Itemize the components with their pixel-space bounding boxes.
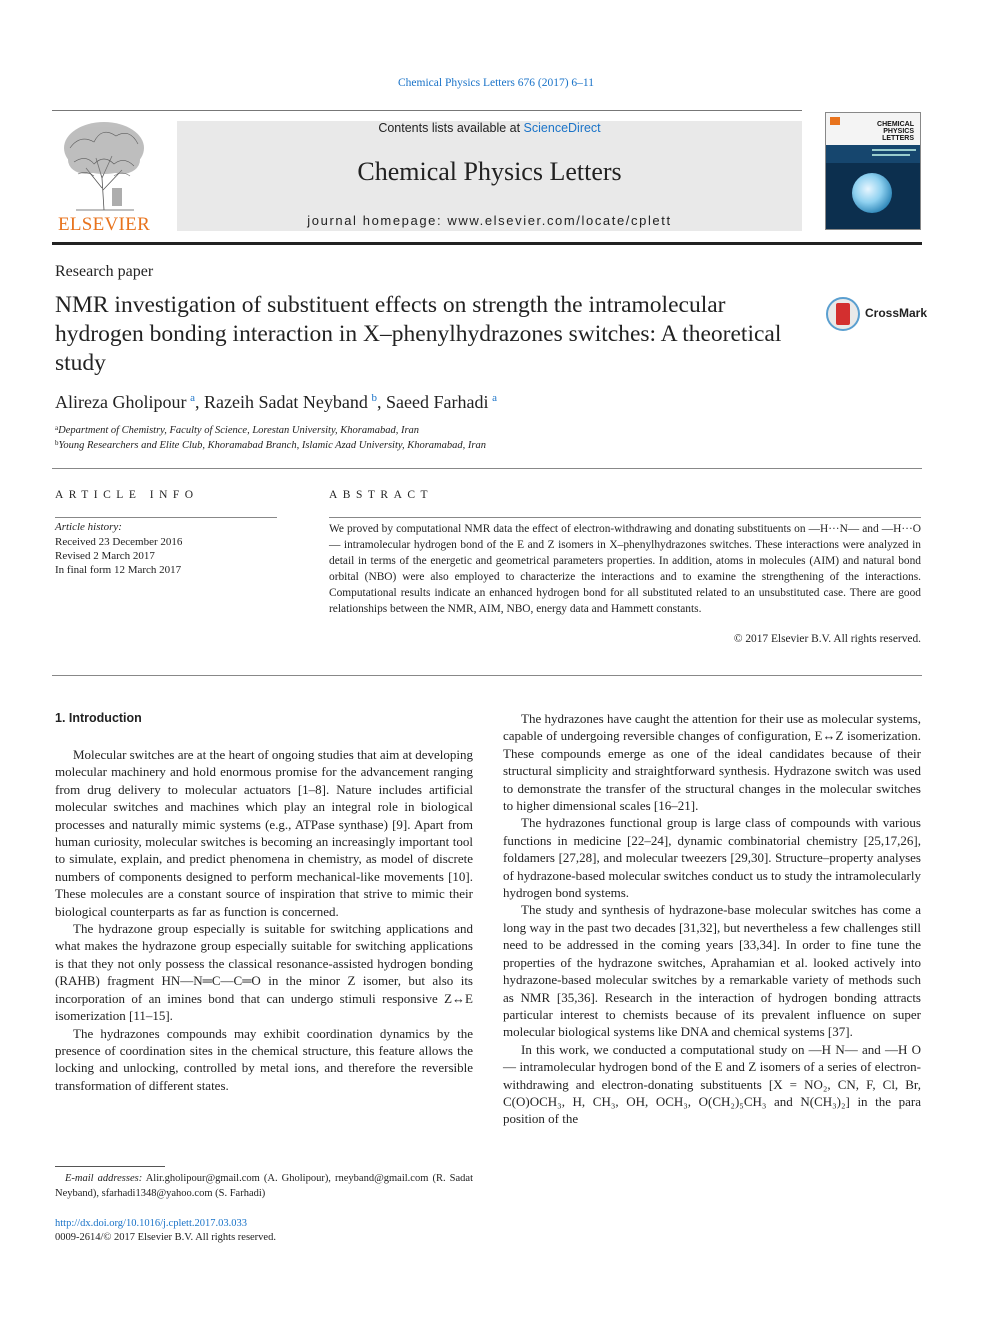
cover-molecule-icon	[852, 173, 892, 213]
author-affil-sup[interactable]: a	[492, 392, 497, 404]
abstract-copyright: © 2017 Elsevier B.V. All rights reserved.	[733, 633, 921, 645]
cover-band	[826, 145, 921, 163]
issn-copyright: 0009-2614/© 2017 Elsevier B.V. All rights reserved.	[55, 1232, 276, 1243]
contents-available-line	[177, 121, 802, 135]
elsevier-logo[interactable]	[52, 118, 156, 236]
elsevier-wordmark: ELSEVIER	[57, 214, 151, 235]
journal-cover-image[interactable]	[825, 112, 921, 230]
history-final: In final form 12 March 2017	[55, 564, 182, 576]
divider	[52, 468, 922, 469]
divider	[55, 517, 277, 518]
author-affil-sup[interactable]: b	[371, 392, 378, 404]
history-received: Received 23 December 2016	[55, 536, 183, 548]
author-affil-sup[interactable]: a	[190, 392, 195, 404]
email-footnote	[55, 1172, 473, 1201]
abstract-heading: ABSTRACT	[329, 489, 434, 501]
article-type: Research paper	[55, 263, 154, 280]
body-paragraph: The hydrazones have caught the attention for their use as molecular systems, capable of undergoing reversible changes of configuration, E↔Z isomerization. These compounds emerge as one of the ideal candidates because of their structural simplicity and straightforward synthesis. Hydrazone switch was used to demonstrate the transfer of the structural changes in the molecular switches to higher dimensional scales [16–21].	[503, 711, 921, 814]
header-thick-rule	[52, 242, 922, 245]
email-label: E-mail addresses:	[65, 1173, 143, 1184]
journal-citation[interactable]: Chemical Physics Letters 676 (2017) 6–11	[398, 77, 594, 89]
header-rule	[52, 110, 802, 111]
divider	[329, 517, 921, 518]
elsevier-tree-icon	[56, 118, 152, 214]
contents-prefix: Contents lists available at	[378, 121, 524, 135]
cover-elsevier-icon	[830, 117, 840, 125]
body-paragraph: The hydrazones functional group is large class of compounds with various functions in medicine [22–24], dynamic combinatorial chemistry [25,17,26], foldamers [27,28], and molecular tweezers [29,30]. Structure–property analyses of hydrazone-based molecular switches conduct us to study the intramolecularly hydrogen bond systems.	[503, 815, 921, 901]
abstract-text: We proved by computational NMR data the effect of electron-withdrawing and donating substituents on —H···N— and —H···O— intramolecular hydrogen bond of the E and Z isomers in X–phenylhydrazones switches. These interactions were analyzed in detail in terms of the energetic and geometrical parameters properties. In addition, atoms in molecules (AIM) and natural bond orbital (NBO) were also employed to characterize the interactions and to examine the strengthening of the interactions. Computational results indicate an enhanced hydrogen bond for all substituted related to an unsubstituted case. There are good relationships between the NMR, AIM, NBO, energy data and Hammett constants.	[329, 523, 921, 615]
cover-title: CHEMICAL PHYSICS LETTERS	[877, 121, 914, 142]
article-title: NMR investigation of substituent effects on strength the intramolecular hydrogen bonding interaction in X–phenylhydrazones switches: A theoretical study	[55, 292, 782, 376]
body-column-right	[503, 710, 921, 1128]
history-revised: Revised 2 March 2017	[55, 550, 155, 562]
journal-name: Chemical Physics Letters	[357, 157, 622, 186]
crossmark-label: CrossMark	[865, 306, 928, 320]
footnote-rule	[55, 1166, 165, 1167]
author-list: Alireza Gholipour $^a$, Razeih Sadat Neyband $^b$, Saeed Farhadi $^a$	[55, 392, 497, 412]
crossmark-badge[interactable]	[826, 297, 926, 333]
body-paragraph: The hydrazones compounds may exhibit coordination dynamics by the presence of coordination sites in the chemical structure, this feature allows the locking and unlocking, controlled by metal ions, and therefore the reversible transformation of different states.	[55, 1025, 473, 1093]
body-paragraph: The study and synthesis of hydrazone-base molecular switches has come a long way in the past two decades [31,32], but nevertheless a few challenges still need to be addressed in the coming years [33,34]. In order to fine tune the properties of the hydrazone switches, Aprahamian et al. looked actively into hydrazone-based molecular switches by a remarkable variety of methods such as NMR [35,36]. Research in the interaction of hydrogen bonding attracts particular interest to chemists because of its prevalent influence on super molecular biological systems like DNA and chemical systems [37].	[503, 902, 921, 1040]
divider	[52, 675, 922, 676]
article-info-heading: ARTICLE INFO	[55, 489, 199, 501]
affiliation: $^a$Department of Chemistry, Faculty of Science, Lorestan University, Khoramabad, Iran	[55, 424, 420, 436]
body-paragraph: Molecular switches are at the heart of ongoing studies that aim at developing molecular machinery and hold enormous promise for the advancement ranging from drug delivery to molecular actuators [1–8]. Nature includes artificial molecular switches and machines which play an integral role in biological processes and naturally mimic systems (e.g., ATPase synthase) [9]. Apart from human curiosity, molecular switches is becoming an increasingly important tool to simulate, explain, and predict phenomena in chemistry, as model of discrete numbers of components designed to perform mechanical-like movements [10]. These molecules are a constant source of inspiration that strive to mimic their biological counterparts as far as function is concerned.	[55, 747, 473, 919]
crossmark-bookmark-icon	[836, 303, 850, 325]
author-name[interactable]: Saeed Farhadi	[386, 392, 489, 412]
affiliation: $^b$Young Researchers and Elite Club, Khoramabad Branch, Islamic Azad University, Khoramabad, Iran	[55, 439, 486, 451]
body-column-left	[55, 710, 473, 1094]
author-name[interactable]: Razeih Sadat Neyband	[203, 392, 368, 412]
body-paragraph: In this work, we conducted a computational study on —H N— and —H O— intramolecular hydrogen bond of the E and Z isomers of a series of electron-withdrawing and electron-donating substituents [X = NO₂, CN, F, Cl, Br, C(O)OCH₃, H, CH₃, OH, OCH₃, O(CH₂)₅CH₃ and N(CH₃)₂] in the para position of the	[503, 1041, 921, 1127]
sciencedirect-link[interactable]: ScienceDirect	[523, 121, 601, 135]
body-paragraph: The hydrazone group especially is suitable for switching applications and what makes the hydrazone group especially suitable for switching applications is that they not only possess the classical resonance-assisted hydrogen bonding (RAHB) fragment HN—N═C—C═O in the minor Z isomer, but also its incorporation of an imines bond that can undergo stimuli responsive Z↔E isomerization [11–15].	[55, 921, 473, 1024]
email-addresses[interactable]: Alir.gholipour@gmail.com (A. Gholipour), rneyband@gmail.com (R. Sadat Neyband), sfarhadi1348@yahoo.com (S. Farhadi)	[55, 1173, 473, 1199]
history-label: Article history:	[55, 521, 122, 533]
journal-homepage[interactable]: journal homepage: www.elsevier.com/locate/cplett	[307, 213, 672, 228]
section-heading-introduction: 1. Introduction	[55, 711, 142, 725]
author-name[interactable]: Alireza Gholipour	[55, 392, 187, 412]
doi-link[interactable]: http://dx.doi.org/10.1016/j.cplett.2017.03.033	[55, 1218, 248, 1229]
